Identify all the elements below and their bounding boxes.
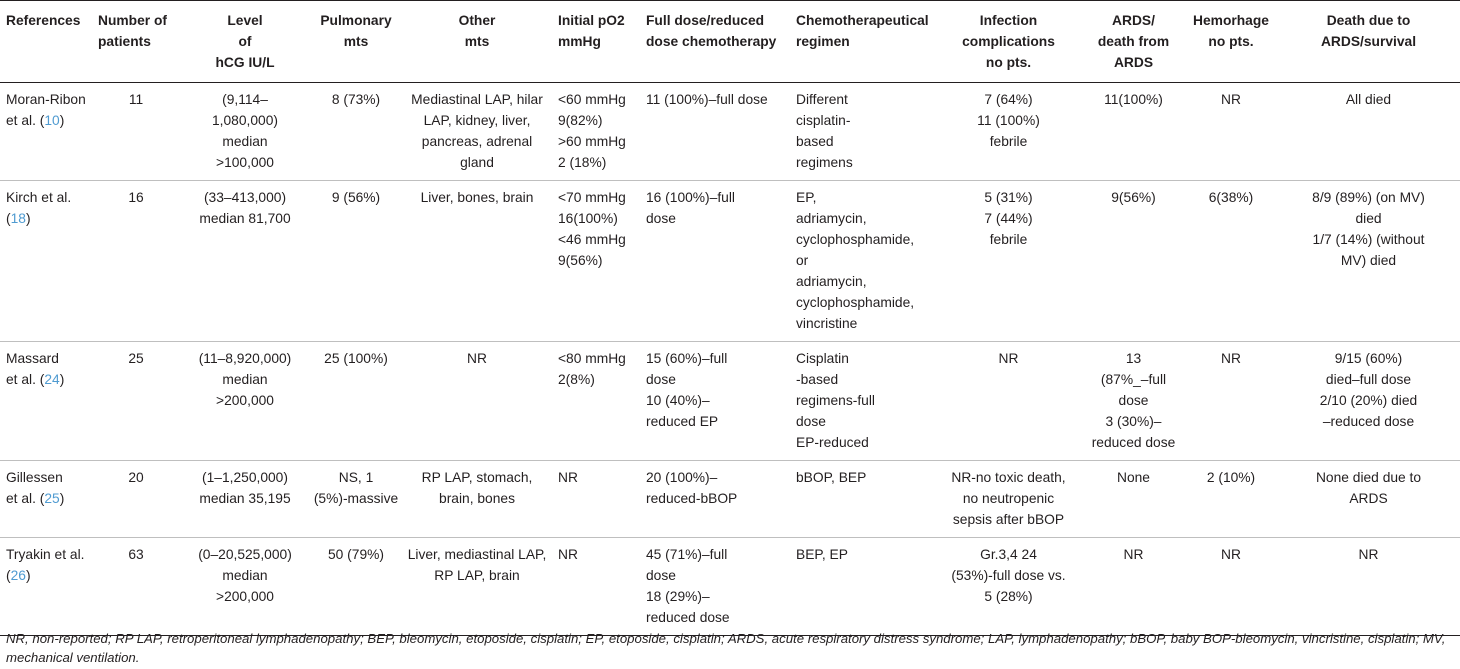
cell-hcg: (33–413,000) median 81,700: [199, 190, 291, 226]
reference-text: Tryakin et al. (: [6, 547, 85, 583]
reference-text: Kirch et al. (: [6, 190, 72, 226]
col-header-pulmonary-mts: Pulmonary mts: [320, 13, 392, 49]
reference-close: ): [25, 211, 31, 226]
cell-po2: <60 mmHg 9(82%) >60 mmHg 2 (18%): [558, 92, 626, 170]
reference-text: Massard et al. (: [6, 351, 59, 387]
cell-pulmonary: 8 (73%): [331, 92, 381, 107]
cell-patients: 25: [128, 351, 144, 366]
table-footnote: NR, non-reported; RP LAP, retroperitoneal lymphadenopathy; BEP, bleomycin, etoposide, cisplatin; EP, etoposide, cisplatin; ARDS, acute respiratory distress syndrome; LAP, lymphadenopathy; bBOP, baby BOP-bleomycin, vincristine, cisplatin; MV, mechanical ventilation.: [6, 631, 1446, 665]
reference-link[interactable]: 18: [10, 211, 26, 226]
table-row: [0, 181, 1460, 342]
cell-hcg: (9,114– 1,080,000) median >100,000: [212, 92, 278, 170]
cell-hemorrhage: NR: [1221, 547, 1241, 562]
cell-hcg: (1–1,250,000) median 35,195: [199, 470, 291, 506]
col-header-references: References: [6, 13, 81, 28]
cell-other-mts: Liver, bones, brain: [420, 190, 534, 205]
cell-regimen: EP, adriamycin, cyclophosphamide, or adriamycin, cyclophosphamide, vincristine: [796, 190, 915, 331]
cell-hemorrhage: 6(38%): [1208, 190, 1254, 205]
cell-patients: 11: [128, 92, 144, 107]
cell-ards: 11(100%): [1104, 92, 1163, 107]
cell-death: NR: [1358, 547, 1379, 562]
cell-infection: 5 (31%) 7 (44%) febrile: [984, 190, 1033, 247]
reference-link[interactable]: 26: [10, 568, 26, 583]
cell-po2: NR: [558, 470, 578, 485]
cell-infection: NR-no toxic death, no neutropenic sepsis after bBOP: [951, 470, 1066, 527]
cell-regimen: bBOP, BEP: [796, 470, 867, 485]
cell-ards: None: [1117, 470, 1150, 485]
cell-pulmonary: 25 (100%): [324, 351, 388, 366]
cell-reference: [0, 342, 92, 461]
cell-po2: <70 mmHg 16(100%) <46 mmHg 9(56%): [558, 190, 626, 268]
table-row: [0, 538, 1460, 636]
cell-ards: NR: [1123, 547, 1144, 562]
reference-close: ): [59, 372, 65, 387]
reference-link[interactable]: 10: [44, 113, 60, 128]
cell-death: All died: [1345, 92, 1392, 107]
col-header-hemorrhage: Hemorhage no pts.: [1193, 13, 1269, 49]
col-header-number-of-patients: Number of patients: [98, 13, 167, 49]
col-header-regimen: Chemotherapeutical regimen: [796, 13, 929, 49]
reference-link[interactable]: 24: [44, 372, 60, 387]
table-row: [0, 342, 1460, 461]
header-row: [0, 1, 1460, 83]
cell-hemorrhage: NR: [1221, 92, 1241, 107]
reference-text: Gillessen et al. (: [6, 470, 63, 506]
cell-reference: [0, 181, 92, 342]
cell-regimen: Cisplatin -based regimens-full dose EP-reduced: [796, 351, 875, 450]
cell-infection: NR: [998, 351, 1019, 366]
cell-reference: [0, 538, 92, 636]
cell-dose: 15 (60%)–full dose 10 (40%)– reduced EP: [646, 351, 728, 429]
cell-hemorrhage: 2 (10%): [1206, 470, 1256, 485]
col-header-infection: Infection complications no pts.: [962, 13, 1055, 70]
cell-regimen: Different cisplatin- based regimens: [796, 92, 853, 170]
cell-infection: 7 (64%) 11 (100%) febrile: [977, 92, 1040, 149]
cell-ards: 9(56%): [1111, 190, 1156, 205]
cell-patients: 16: [128, 190, 144, 205]
col-header-death: Death due to ARDS/survival: [1320, 13, 1417, 49]
col-header-ards: ARDS/ death from ARDS: [1097, 13, 1170, 70]
col-header-other-mts: Other mts: [458, 13, 496, 49]
reference-close: ): [59, 113, 65, 128]
cell-hcg: (11–8,920,000) median >200,000: [198, 351, 292, 408]
reference-text: Moran-Ribon et al. (: [6, 92, 86, 128]
cell-dose: 11 (100%)–full dose: [646, 92, 768, 107]
col-header-dose: Full dose/reduced dose chemotherapy: [646, 13, 777, 49]
cell-dose: 45 (71%)–full dose 18 (29%)– reduced dose: [646, 547, 730, 625]
cell-dose: 20 (100%)– reduced-bBOP: [646, 470, 738, 506]
reference-close: ): [25, 568, 31, 583]
cell-patients: 20: [128, 470, 144, 485]
cell-death: 9/15 (60%) died–full dose 2/10 (20%) died –reduced dose: [1319, 351, 1418, 429]
cell-ards: 13 (87%_–full dose 3 (30%)– reduced dose: [1091, 351, 1176, 450]
reference-close: ): [59, 491, 65, 506]
cell-death: 8/9 (89%) (on MV) died 1/7 (14%) (without MV) died: [1312, 190, 1425, 268]
cell-reference: [0, 83, 92, 181]
cell-pulmonary: 50 (79%): [328, 547, 384, 562]
reference-link[interactable]: 25: [44, 491, 60, 506]
cell-reference: [0, 461, 92, 538]
cell-regimen: BEP, EP: [796, 547, 848, 562]
cell-patients: 63: [128, 547, 144, 562]
cell-other-mts: NR: [467, 351, 487, 366]
table-row: [0, 461, 1460, 538]
cell-po2: <80 mmHg 2(8%): [558, 351, 626, 387]
cell-hemorrhage: NR: [1221, 351, 1241, 366]
cell-po2: NR: [558, 547, 578, 562]
cell-pulmonary: 9 (56%): [331, 190, 381, 205]
cell-infection: Gr.3,4 24 (53%)-full dose vs. 5 (28%): [951, 547, 1066, 604]
cell-death: None died due to ARDS: [1315, 470, 1422, 506]
col-header-initial-po2: Initial pO2 mmHg: [558, 13, 625, 49]
cell-other-mts: Liver, mediastinal LAP, RP LAP, brain: [407, 547, 547, 583]
col-header-hcg-level: Level of hCG IU/L: [215, 13, 275, 70]
table-row: [0, 83, 1460, 181]
cell-other-mts: RP LAP, stomach, brain, bones: [421, 470, 533, 506]
cell-hcg: (0–20,525,000) median >200,000: [198, 547, 292, 604]
cell-dose: 16 (100%)–full dose: [646, 190, 735, 226]
cell-other-mts: Mediastinal LAP, hilar LAP, kidney, liver, pancreas, adrenal gland: [411, 92, 543, 170]
cell-pulmonary: NS, 1 (5%)-massive: [313, 470, 399, 506]
